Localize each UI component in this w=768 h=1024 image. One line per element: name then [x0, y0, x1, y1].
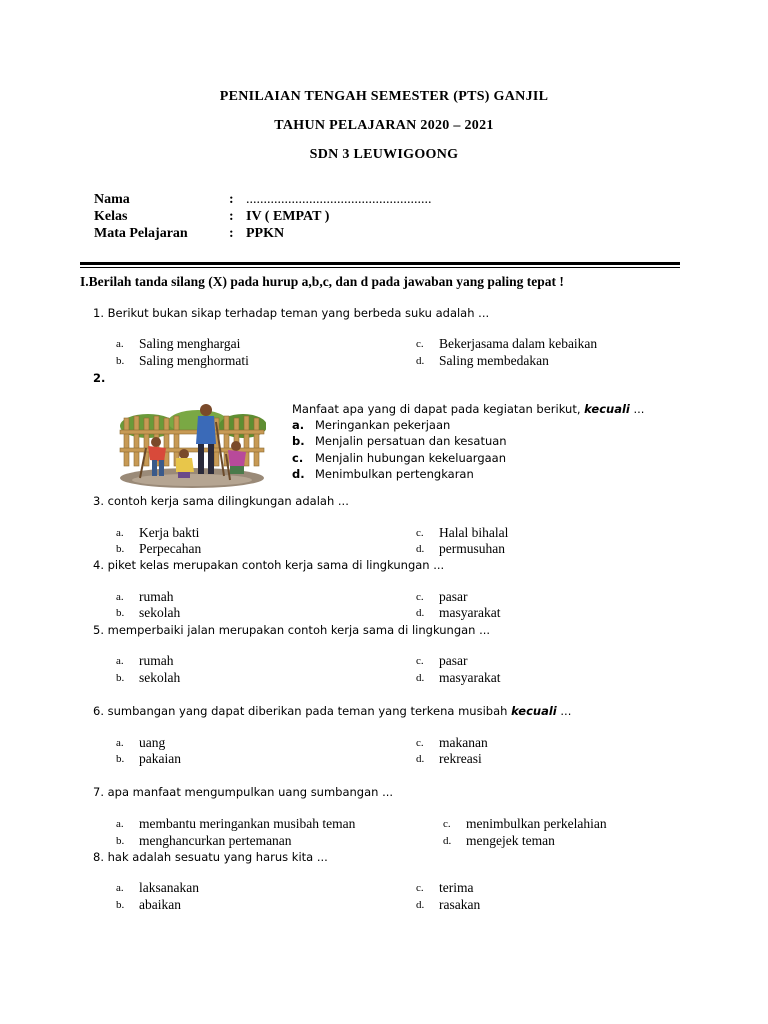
class-value: IV ( EMPAT )	[246, 209, 330, 224]
school-year: TAHUN PELAJARAN 2020 – 2021	[274, 118, 494, 133]
question-3: 3. contoh kerja sama dilingkungan adalah ...	[93, 494, 349, 508]
q1-option-d[interactable]: Saling membedakan	[439, 353, 549, 368]
question-6-text: 6. sumbangan yang dapat diberikan pada teman yang terkena musibah	[93, 704, 508, 718]
question-5: 5. memperbaiki jalan merupakan contoh kerja sama di lingkungan ...	[93, 623, 491, 637]
q8-option-a[interactable]: laksanakan	[139, 880, 199, 895]
question-4: 4. piket kelas merupakan contoh kerja sama di lingkungan ...	[93, 558, 445, 572]
question-2-suffix: ...	[629, 402, 645, 416]
question-7: 7. apa manfaat mengumpulkan uang sumbangan ...	[93, 785, 394, 799]
q2-option-a-label: a.	[292, 418, 305, 432]
question-2-number: 2.	[93, 371, 106, 385]
q2-option-b[interactable]: Menjalin persatuan dan kesatuan	[315, 434, 507, 448]
q2-option-a[interactable]: Meringankan pekerjaan	[315, 418, 451, 432]
q7-option-a[interactable]: membantu meringankan musibah teman	[139, 816, 356, 831]
q5-option-b[interactable]: sekolah	[139, 670, 181, 685]
subject-label: Mata Pelajaran	[94, 226, 188, 241]
q4-option-b[interactable]: sekolah	[139, 605, 181, 620]
q6-option-a[interactable]: uang	[139, 735, 166, 750]
q2-option-c-label: c.	[292, 451, 304, 465]
class-label: Kelas	[94, 209, 128, 224]
q7-option-b[interactable]: menghancurkan pertemanan	[139, 833, 292, 848]
q5-option-d-label: d.	[416, 672, 425, 684]
q1-option-d-label: d.	[416, 355, 425, 367]
q6-option-d-label: d.	[416, 753, 425, 765]
q5-option-b-label: b.	[116, 672, 125, 684]
school-name: SDN 3 LEUWIGOONG	[309, 147, 459, 162]
q7-option-d-label: d.	[443, 835, 452, 847]
q4-option-d-label: d.	[416, 607, 425, 619]
q7-option-c-label: c.	[443, 818, 451, 830]
name-label: Nama	[94, 192, 130, 207]
q3-option-b-label: b.	[116, 543, 125, 555]
q5-option-d[interactable]: masyarakat	[439, 670, 501, 685]
q2-option-d-label: d.	[292, 467, 305, 481]
q7-option-c[interactable]: menimbulkan perkelahian	[466, 816, 607, 831]
q2-option-d[interactable]: Menimbulkan pertengkaran	[315, 467, 474, 481]
q3-option-b[interactable]: Perpecahan	[139, 541, 202, 556]
q3-option-d-label: d.	[416, 543, 425, 555]
question-8: 8. hak adalah sesuatu yang harus kita ...	[93, 850, 328, 864]
q6-option-d[interactable]: rekreasi	[439, 751, 482, 766]
q5-option-c[interactable]: pasar	[439, 653, 468, 668]
q2-option-c[interactable]: Menjalin hubungan kekeluargaan	[315, 451, 506, 465]
q4-option-c[interactable]: pasar	[439, 589, 468, 604]
q7-option-b-label: b.	[116, 835, 125, 847]
q6-option-c[interactable]: makanan	[439, 735, 488, 750]
question-1: 1. Berikut bukan sikap terhadap teman yang berbeda suku adalah ...	[93, 306, 490, 320]
q8-option-c-label: c.	[416, 882, 424, 894]
divider-thick	[80, 262, 680, 265]
divider-thin	[80, 267, 680, 268]
q4-option-a-label: a.	[116, 591, 124, 603]
q8-option-a-label: a.	[116, 882, 124, 894]
q1-option-b[interactable]: Saling menghormati	[139, 353, 249, 368]
q1-option-b-label: b.	[116, 355, 125, 367]
q4-option-c-label: c.	[416, 591, 424, 603]
question-6-emphasis: kecuali	[511, 704, 557, 718]
q1-option-a[interactable]: Saling menghargai	[139, 336, 241, 351]
q3-option-d[interactable]: permusuhan	[439, 541, 505, 556]
class-colon: :	[229, 209, 234, 224]
instruction: I.Berilah tanda silang (X) pada hurup a,b,c, dan d pada jawaban yang paling tepat !	[80, 274, 564, 289]
question-2	[292, 402, 644, 416]
q3-option-a-label: a.	[116, 527, 124, 539]
subject-value: PPKN	[246, 226, 285, 241]
q4-option-a[interactable]: rumah	[139, 589, 174, 604]
q8-option-d[interactable]: rasakan	[439, 897, 481, 912]
q6-option-c-label: c.	[416, 737, 424, 749]
q1-option-a-label: a.	[116, 338, 124, 350]
q1-option-c[interactable]: Bekerjasama dalam kebaikan	[439, 336, 598, 351]
q8-option-d-label: d.	[416, 899, 425, 911]
q8-option-b[interactable]: abaikan	[139, 897, 181, 912]
question-2-text: Manfaat apa yang di dapat pada kegiatan berikut,	[292, 402, 581, 416]
q6-option-b-label: b.	[116, 753, 125, 765]
q3-option-c-label: c.	[416, 527, 424, 539]
q6-option-b[interactable]: pakaian	[139, 751, 181, 766]
q8-option-b-label: b.	[116, 899, 125, 911]
name-value[interactable]: .....................................................	[246, 192, 432, 207]
community-work-illustration	[118, 396, 266, 488]
question-2-emphasis: kecuali	[584, 402, 630, 416]
q3-option-a[interactable]: Kerja bakti	[139, 525, 200, 540]
q7-option-d[interactable]: mengejek teman	[466, 833, 555, 848]
q3-option-c[interactable]: Halal bihalal	[439, 525, 509, 540]
q6-option-a-label: a.	[116, 737, 124, 749]
subject-colon: :	[229, 226, 234, 241]
q5-option-a[interactable]: rumah	[139, 653, 174, 668]
exam-title: PENILAIAN TENGAH SEMESTER (PTS) GANJIL	[219, 89, 549, 104]
name-colon: :	[229, 192, 234, 207]
question-6-suffix: ...	[556, 704, 572, 718]
q5-option-a-label: a.	[116, 655, 124, 667]
q7-option-a-label: a.	[116, 818, 124, 830]
question-6	[93, 704, 571, 718]
q5-option-c-label: c.	[416, 655, 424, 667]
q8-option-c[interactable]: terima	[439, 880, 474, 895]
q4-option-b-label: b.	[116, 607, 125, 619]
q4-option-d[interactable]: masyarakat	[439, 605, 501, 620]
q1-option-c-label: c.	[416, 338, 424, 350]
q2-option-b-label: b.	[292, 434, 305, 448]
